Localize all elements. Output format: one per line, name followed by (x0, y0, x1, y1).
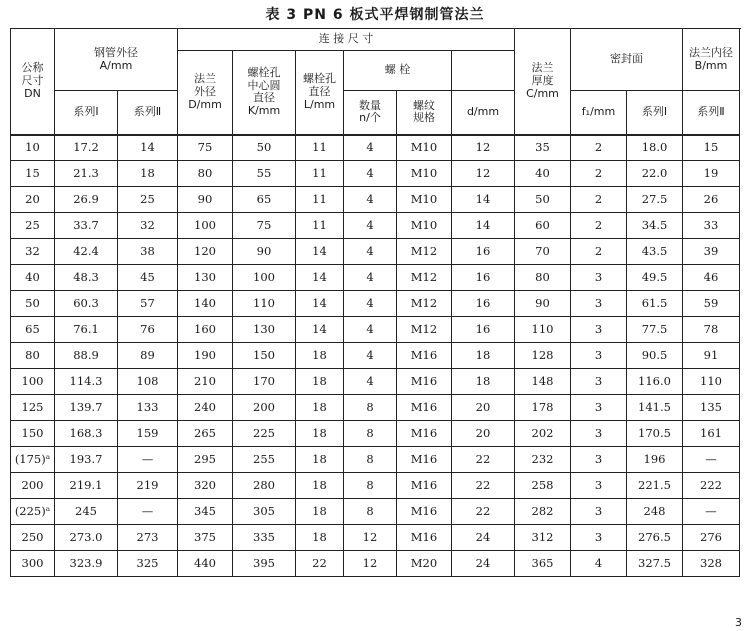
cell-bore-s1: 196 (627, 447, 683, 473)
cell-bore-s2: 276 (683, 525, 740, 551)
cell-thickness: 16 (452, 265, 515, 291)
cell-pipe-od-s1: 42.4 (55, 239, 118, 265)
cell-seal-d: 40 (515, 161, 571, 187)
cell-pipe-od-s1: 26.9 (55, 187, 118, 213)
cell-seal-d: 110 (515, 317, 571, 343)
cell-bore-s1: 248 (627, 499, 683, 525)
cell-seal-d: 282 (515, 499, 571, 525)
cell-bolt-circle: 150 (233, 343, 296, 369)
page-number: 3 (735, 616, 742, 629)
cell-seal-f: 3 (571, 369, 627, 395)
cell-pipe-od-s2: 32 (118, 213, 178, 239)
cell-bolt-thread: M16 (397, 525, 452, 551)
cell-bore-s1: 43.5 (627, 239, 683, 265)
cell-bolt-thread: M16 (397, 499, 452, 525)
cell-bore-s2: 59 (683, 291, 740, 317)
cell-bolt-qty: 4 (344, 213, 397, 239)
cell-pipe-od-s1: 114.3 (55, 369, 118, 395)
cell-seal-d: 128 (515, 343, 571, 369)
cell-pipe-od-s1: 21.3 (55, 161, 118, 187)
cell-pipe-od-s2: — (118, 447, 178, 473)
cell-flange-od: 75 (178, 135, 233, 161)
cell-seal-d: 258 (515, 473, 571, 499)
header-dn: 公称 尺寸 DN (11, 29, 55, 135)
header-bore: 法兰内径 B/mm (683, 29, 740, 91)
cell-flange-od: 440 (178, 551, 233, 577)
table-row (11, 473, 740, 499)
cell-bolt-hole: 18 (296, 447, 344, 473)
cell-pipe-od-s1: 139.7 (55, 395, 118, 421)
cell-bore-s1: 34.5 (627, 213, 683, 239)
cell-flange-od: 240 (178, 395, 233, 421)
cell-pipe-od-s2: 14 (118, 135, 178, 161)
cell-pipe-od-s1: 168.3 (55, 421, 118, 447)
cell-bolt-circle: 90 (233, 239, 296, 265)
cell-bolt-thread: M10 (397, 135, 452, 161)
cell-flange-od: 295 (178, 447, 233, 473)
cell-bolt-circle: 170 (233, 369, 296, 395)
cell-bolt-circle: 395 (233, 551, 296, 577)
cell-bolt-hole: 11 (296, 187, 344, 213)
cell-seal-f: 3 (571, 473, 627, 499)
cell-seal-f: 2 (571, 161, 627, 187)
cell-seal-d: 148 (515, 369, 571, 395)
cell-bolt-circle: 75 (233, 213, 296, 239)
table-row (11, 369, 740, 395)
table-row (11, 343, 740, 369)
cell-seal-f: 2 (571, 135, 627, 161)
cell-seal-d: 202 (515, 421, 571, 447)
cell-bore-s1: 276.5 (627, 525, 683, 551)
cell-pipe-od-s2: 76 (118, 317, 178, 343)
cell-bolt-thread: M16 (397, 447, 452, 473)
cell-dn: 25 (11, 213, 55, 239)
cell-pipe-od-s2: 108 (118, 369, 178, 395)
cell-thickness: 14 (452, 187, 515, 213)
table-row (11, 317, 740, 343)
cell-flange-od: 160 (178, 317, 233, 343)
table-row (11, 265, 740, 291)
cell-dn: 100 (11, 369, 55, 395)
cell-bolt-hole: 14 (296, 291, 344, 317)
cell-seal-d: 90 (515, 291, 571, 317)
header-seal-f: f₁/mm (571, 91, 627, 135)
cell-bolt-qty: 8 (344, 447, 397, 473)
cell-flange-od: 345 (178, 499, 233, 525)
cell-dn: (225)ᵃ (11, 499, 55, 525)
cell-bolt-thread: M16 (397, 395, 452, 421)
cell-bolt-qty: 4 (344, 265, 397, 291)
cell-seal-f: 3 (571, 395, 627, 421)
cell-flange-od: 90 (178, 187, 233, 213)
cell-flange-od: 140 (178, 291, 233, 317)
cell-bore-s1: 22.0 (627, 161, 683, 187)
header-seal-d: d/mm (452, 91, 515, 135)
cell-thickness: 22 (452, 447, 515, 473)
cell-pipe-od-s2: 45 (118, 265, 178, 291)
cell-bolt-circle: 50 (233, 135, 296, 161)
header-pipe-s1: 系列Ⅰ (55, 91, 118, 135)
cell-flange-od: 120 (178, 239, 233, 265)
cell-bolt-hole: 11 (296, 161, 344, 187)
cell-seal-d: 60 (515, 213, 571, 239)
cell-bolt-hole: 18 (296, 343, 344, 369)
cell-bore-s2: — (683, 499, 740, 525)
cell-pipe-od-s2: — (118, 499, 178, 525)
cell-bolt-qty: 4 (344, 317, 397, 343)
cell-bolt-qty: 4 (344, 187, 397, 213)
header-bolt-qty: 数量 n/个 (344, 91, 397, 135)
cell-bore-s2: 135 (683, 395, 740, 421)
cell-thickness: 24 (452, 525, 515, 551)
cell-dn: (175)ᵃ (11, 447, 55, 473)
cell-bore-s2: 161 (683, 421, 740, 447)
cell-bolt-circle: 225 (233, 421, 296, 447)
cell-bolt-thread: M16 (397, 369, 452, 395)
cell-bore-s1: 221.5 (627, 473, 683, 499)
header-pipe-od: 钢管外径 A/mm (55, 29, 178, 91)
cell-seal-f: 3 (571, 525, 627, 551)
cell-bore-s2: 328 (683, 551, 740, 577)
table-row (11, 525, 740, 551)
cell-pipe-od-s2: 159 (118, 421, 178, 447)
cell-bolt-hole: 18 (296, 395, 344, 421)
cell-bolt-thread: M12 (397, 291, 452, 317)
cell-thickness: 20 (452, 395, 515, 421)
cell-seal-f: 2 (571, 213, 627, 239)
cell-pipe-od-s1: 219.1 (55, 473, 118, 499)
cell-bolt-qty: 4 (344, 291, 397, 317)
cell-seal-d: 50 (515, 187, 571, 213)
header-thickness: 法兰 厚度 C/mm (515, 29, 571, 135)
cell-bolt-circle: 305 (233, 499, 296, 525)
cell-bolt-qty: 4 (344, 343, 397, 369)
cell-bore-s1: 90.5 (627, 343, 683, 369)
cell-dn: 15 (11, 161, 55, 187)
cell-bore-s1: 61.5 (627, 291, 683, 317)
cell-pipe-od-s1: 273.0 (55, 525, 118, 551)
cell-dn: 250 (11, 525, 55, 551)
table-row (11, 421, 740, 447)
cell-bore-s2: 78 (683, 317, 740, 343)
cell-bolt-thread: M16 (397, 421, 452, 447)
header-bolt: 螺 栓 (344, 51, 452, 91)
cell-thickness: 14 (452, 213, 515, 239)
cell-flange-od: 100 (178, 213, 233, 239)
cell-bolt-hole: 18 (296, 421, 344, 447)
cell-pipe-od-s1: 88.9 (55, 343, 118, 369)
cell-bore-s1: 141.5 (627, 395, 683, 421)
cell-bolt-thread: M20 (397, 551, 452, 577)
cell-seal-d: 80 (515, 265, 571, 291)
cell-pipe-od-s1: 33.7 (55, 213, 118, 239)
cell-thickness: 20 (452, 421, 515, 447)
cell-bolt-qty: 8 (344, 499, 397, 525)
cell-dn: 80 (11, 343, 55, 369)
cell-bolt-thread: M16 (397, 473, 452, 499)
cell-dn: 10 (11, 135, 55, 161)
cell-bolt-circle: 200 (233, 395, 296, 421)
cell-seal-f: 2 (571, 239, 627, 265)
cell-seal-d: 178 (515, 395, 571, 421)
table-row (11, 291, 740, 317)
cell-dn: 50 (11, 291, 55, 317)
cell-flange-od: 375 (178, 525, 233, 551)
cell-bore-s2: 15 (683, 135, 740, 161)
cell-seal-f: 2 (571, 187, 627, 213)
table-row (11, 187, 740, 213)
table-row (11, 551, 740, 577)
cell-bore-s1: 18.0 (627, 135, 683, 161)
cell-bore-s2: 222 (683, 473, 740, 499)
cell-pipe-od-s1: 323.9 (55, 551, 118, 577)
cell-pipe-od-s1: 245 (55, 499, 118, 525)
cell-bore-s1: 170.5 (627, 421, 683, 447)
cell-bolt-circle: 255 (233, 447, 296, 473)
table-row (11, 239, 740, 265)
cell-bolt-hole: 11 (296, 213, 344, 239)
header-connection: 连 接 尺 寸 (178, 29, 515, 51)
cell-bore-s2: 91 (683, 343, 740, 369)
cell-seal-f: 3 (571, 421, 627, 447)
header-bolt-circle: 螺栓孔 中心圆 直径 K/mm (233, 51, 296, 135)
cell-bolt-qty: 8 (344, 395, 397, 421)
table-header (11, 29, 740, 135)
cell-bore-s2: 46 (683, 265, 740, 291)
cell-thickness: 12 (452, 135, 515, 161)
cell-pipe-od-s1: 48.3 (55, 265, 118, 291)
cell-bolt-thread: M10 (397, 187, 452, 213)
cell-bolt-hole: 18 (296, 525, 344, 551)
cell-bolt-hole: 18 (296, 473, 344, 499)
cell-seal-f: 3 (571, 343, 627, 369)
cell-thickness: 16 (452, 291, 515, 317)
cell-bolt-hole: 14 (296, 239, 344, 265)
cell-pipe-od-s1: 60.3 (55, 291, 118, 317)
table-body (11, 135, 740, 577)
cell-dn: 20 (11, 187, 55, 213)
cell-thickness: 24 (452, 551, 515, 577)
cell-bolt-thread: M10 (397, 161, 452, 187)
cell-bolt-qty: 12 (344, 551, 397, 577)
cell-bore-s1: 49.5 (627, 265, 683, 291)
cell-flange-od: 130 (178, 265, 233, 291)
cell-pipe-od-s2: 219 (118, 473, 178, 499)
cell-seal-f: 3 (571, 447, 627, 473)
cell-pipe-od-s1: 17.2 (55, 135, 118, 161)
header-flange-od: 法兰 外径 D/mm (178, 51, 233, 135)
cell-bore-s2: — (683, 447, 740, 473)
cell-bolt-hole: 11 (296, 135, 344, 161)
cell-thickness: 18 (452, 343, 515, 369)
cell-seal-f: 4 (571, 551, 627, 577)
cell-pipe-od-s2: 57 (118, 291, 178, 317)
cell-bore-s2: 19 (683, 161, 740, 187)
cell-bolt-hole: 22 (296, 551, 344, 577)
cell-bolt-hole: 14 (296, 265, 344, 291)
cell-seal-d: 232 (515, 447, 571, 473)
cell-seal-d: 35 (515, 135, 571, 161)
cell-bolt-circle: 335 (233, 525, 296, 551)
cell-thickness: 16 (452, 239, 515, 265)
cell-dn: 65 (11, 317, 55, 343)
header-bolt-hole: 螺栓孔 直径 L/mm (296, 51, 344, 135)
cell-seal-f: 3 (571, 291, 627, 317)
cell-bolt-qty: 8 (344, 421, 397, 447)
cell-bolt-circle: 280 (233, 473, 296, 499)
table-row (11, 161, 740, 187)
cell-bore-s2: 110 (683, 369, 740, 395)
table-row (11, 447, 740, 473)
header-bore-s2: 系列Ⅱ (683, 91, 740, 135)
cell-pipe-od-s2: 133 (118, 395, 178, 421)
cell-bolt-qty: 4 (344, 161, 397, 187)
cell-bolt-thread: M10 (397, 213, 452, 239)
cell-flange-od: 210 (178, 369, 233, 395)
cell-bolt-circle: 65 (233, 187, 296, 213)
cell-flange-od: 190 (178, 343, 233, 369)
cell-bolt-qty: 12 (344, 525, 397, 551)
header-seal: 密封面 (571, 29, 683, 91)
cell-dn: 200 (11, 473, 55, 499)
cell-bore-s1: 327.5 (627, 551, 683, 577)
cell-thickness: 18 (452, 369, 515, 395)
table-row (11, 213, 740, 239)
cell-thickness: 22 (452, 499, 515, 525)
cell-seal-d: 365 (515, 551, 571, 577)
cell-thickness: 22 (452, 473, 515, 499)
cell-bore-s2: 26 (683, 187, 740, 213)
cell-seal-d: 312 (515, 525, 571, 551)
cell-bolt-thread: M16 (397, 343, 452, 369)
flange-spec-table (10, 28, 740, 577)
cell-bore-s2: 33 (683, 213, 740, 239)
cell-pipe-od-s2: 89 (118, 343, 178, 369)
cell-bolt-qty: 4 (344, 369, 397, 395)
header-pipe-s2: 系列Ⅱ (118, 91, 178, 135)
header-bore-s1: 系列Ⅰ (627, 91, 683, 135)
cell-bolt-hole: 18 (296, 499, 344, 525)
cell-seal-d: 70 (515, 239, 571, 265)
cell-bore-s1: 77.5 (627, 317, 683, 343)
table-row (11, 395, 740, 421)
cell-thickness: 16 (452, 317, 515, 343)
cell-pipe-od-s2: 273 (118, 525, 178, 551)
table-row (11, 499, 740, 525)
table-title: 表 3 PN 6 板式平焊钢制管法兰 (265, 7, 485, 23)
cell-bolt-qty: 4 (344, 239, 397, 265)
cell-bolt-thread: M12 (397, 317, 452, 343)
cell-dn: 125 (11, 395, 55, 421)
cell-pipe-od-s1: 193.7 (55, 447, 118, 473)
cell-seal-f: 3 (571, 499, 627, 525)
cell-bolt-circle: 100 (233, 265, 296, 291)
cell-bolt-circle: 110 (233, 291, 296, 317)
cell-dn: 300 (11, 551, 55, 577)
cell-bolt-circle: 55 (233, 161, 296, 187)
cell-bolt-circle: 130 (233, 317, 296, 343)
cell-pipe-od-s2: 25 (118, 187, 178, 213)
cell-thickness: 12 (452, 161, 515, 187)
cell-bolt-thread: M12 (397, 265, 452, 291)
cell-bolt-hole: 14 (296, 317, 344, 343)
cell-flange-od: 265 (178, 421, 233, 447)
cell-bolt-thread: M12 (397, 239, 452, 265)
header-bolt-thread-spec: 螺纹 规格 (397, 91, 452, 135)
cell-seal-f: 3 (571, 317, 627, 343)
cell-dn: 150 (11, 421, 55, 447)
cell-bore-s1: 116.0 (627, 369, 683, 395)
cell-dn: 32 (11, 239, 55, 265)
cell-bore-s2: 39 (683, 239, 740, 265)
cell-pipe-od-s2: 18 (118, 161, 178, 187)
cell-flange-od: 320 (178, 473, 233, 499)
cell-pipe-od-s1: 76.1 (55, 317, 118, 343)
cell-pipe-od-s2: 325 (118, 551, 178, 577)
cell-pipe-od-s2: 38 (118, 239, 178, 265)
cell-bolt-qty: 8 (344, 473, 397, 499)
cell-bore-s1: 27.5 (627, 187, 683, 213)
cell-bolt-qty: 4 (344, 135, 397, 161)
cell-seal-f: 3 (571, 265, 627, 291)
cell-dn: 40 (11, 265, 55, 291)
cell-flange-od: 80 (178, 161, 233, 187)
table-row (11, 135, 740, 161)
cell-bolt-hole: 18 (296, 369, 344, 395)
